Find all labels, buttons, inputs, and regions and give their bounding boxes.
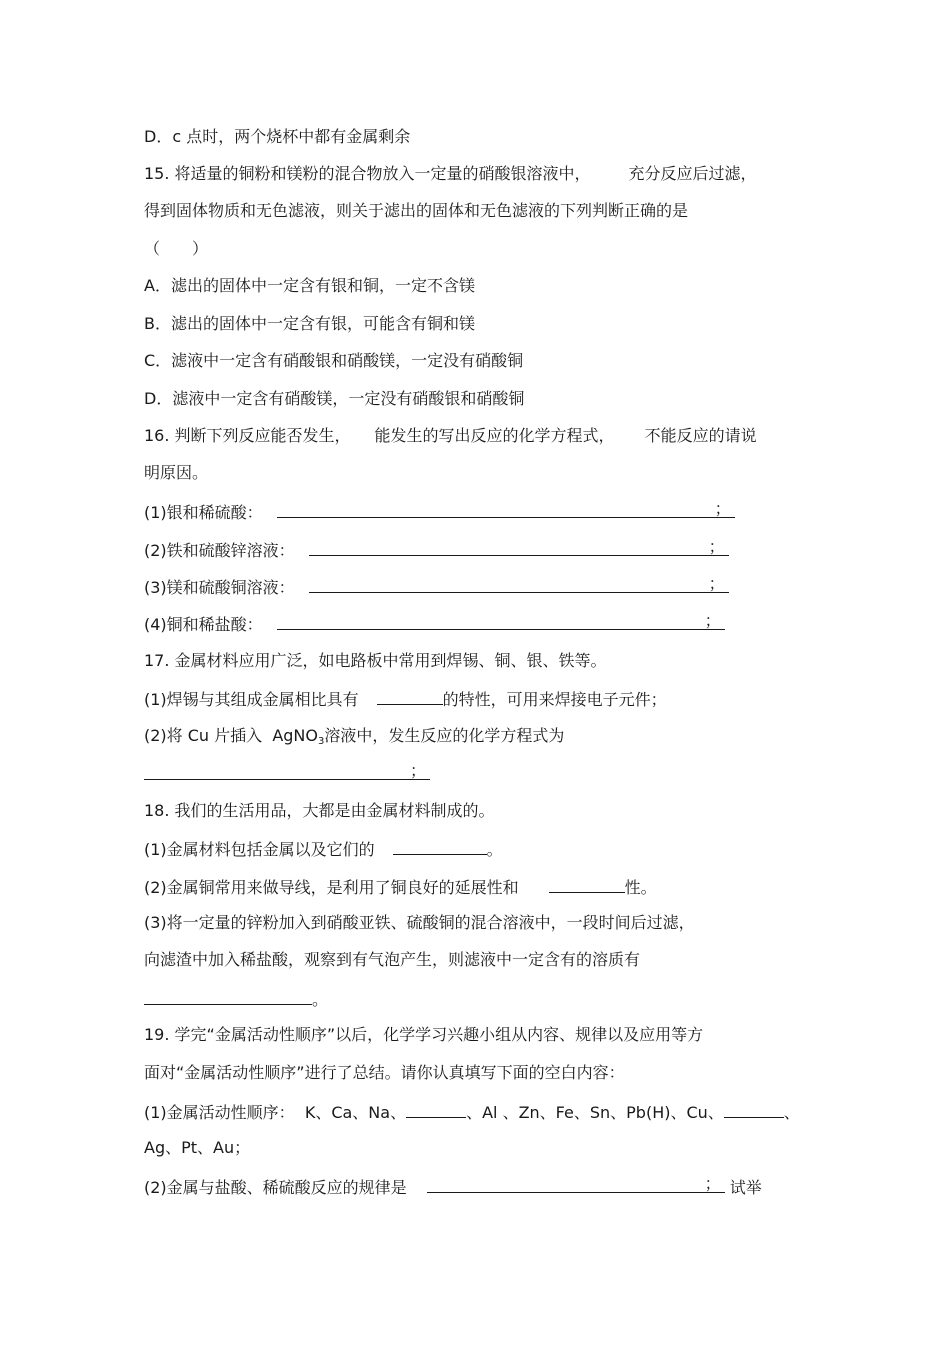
q16-item-2-label: (2)铁和硫酸锌溶液： xyxy=(144,541,295,560)
q17-part-2-end: ； xyxy=(409,761,426,780)
q17-part-1-blank[interactable] xyxy=(377,687,443,705)
q18-part-1-end: 。 xyxy=(486,840,503,859)
q16-item-1-end: ； xyxy=(714,499,731,518)
q16-stem-part-b: 能发生的写出反应的化学方程式， xyxy=(374,426,615,445)
q19-part-1-text-c: 、 xyxy=(783,1103,800,1122)
q16-item-4 xyxy=(144,612,725,634)
q17-part-2-subscript: 3 xyxy=(318,736,325,747)
q18-part-3-line2: 向滤渣中加入稀盐酸，观察到有气泡产生，则滤液中一定含有的溶质有 xyxy=(144,950,641,969)
q17-part-2 xyxy=(144,725,564,747)
q14-option-d: D．c 点时，两个烧杯中都有金属剩余 xyxy=(144,127,411,146)
q19-part-2-blank[interactable] xyxy=(427,1175,725,1193)
q19-part-1-line2: Ag、Pt、Au； xyxy=(144,1138,251,1157)
q16-item-3-end: ； xyxy=(708,574,725,593)
q16-item-2-end: ； xyxy=(708,537,725,556)
q16-item-2 xyxy=(144,538,729,560)
q19-part-2 xyxy=(144,1175,762,1197)
q18-part-2-text-a: (2)金属铜常用来做导线，是利用了铜良好的延展性和 xyxy=(144,878,519,897)
q15-answer-paren: （ ） xyxy=(144,239,209,258)
q17-part-1 xyxy=(144,687,667,709)
q19-part-2-text-b: 试举 xyxy=(724,1178,762,1197)
q16-item-3-answer-blank[interactable] xyxy=(309,575,729,593)
q15-option-d: D．滤液中一定含有硝酸镁，一定没有硝酸银和硝酸铜 xyxy=(144,389,525,408)
q16-item-3 xyxy=(144,575,729,597)
q18-stem: 18. 我们的生活用品，大都是由金属材料制成的。 xyxy=(144,801,495,820)
q17-part-1-text-b: 的特性，可用来焊接电子元件； xyxy=(442,690,667,709)
q17-part-2-text-b: 溶液中，发生反应的化学方程式为 xyxy=(324,726,565,745)
q15-option-c: C．滤液中一定含有硝酸银和硝酸镁，一定没有硝酸铜 xyxy=(144,351,524,370)
q18-part-3-line1: (3)将一定量的锌粉加入到硝酸亚铁、硫酸铜的混合溶液中，一段时间后过滤， xyxy=(144,913,695,932)
q16-item-4-label: (4)铜和稀盐酸： xyxy=(144,615,263,634)
q17-part-1-text-a: (1)焊锡与其组成金属相比具有 xyxy=(144,690,359,709)
q19-part-2-text-a: (2)金属与盐酸、稀硫酸反应的规律是 xyxy=(144,1178,407,1197)
q19-part-1-text-a: (1)金属活动性顺序： K、Ca、Na、 xyxy=(144,1103,407,1122)
q18-part-1 xyxy=(144,837,503,859)
q19-part-1-text-b: 、Al 、Zn、Fe、Sn、Pb(H)、Cu、 xyxy=(466,1103,724,1122)
q16-stem-part-a: 16. 判断下列反应能否发生， xyxy=(144,426,351,445)
q15-stem-part-a: 15. 将适量的铜粉和镁粉的混合物放入一定量的硝酸银溶液中， xyxy=(144,164,591,183)
q19-part-1-blank-1[interactable] xyxy=(406,1100,466,1118)
q16-stem-line2: 明原因。 xyxy=(144,463,209,482)
q16-item-1 xyxy=(144,500,735,522)
q19-part-1-blank-2[interactable] xyxy=(724,1100,784,1118)
q16-stem-part-c: 不能反应的请说 xyxy=(644,426,757,445)
q15-stem-line1 xyxy=(144,163,757,185)
q18-part-1-text: (1)金属材料包括金属以及它们的 xyxy=(144,840,375,859)
q19-part-2-end: ； xyxy=(704,1174,721,1193)
q16-item-4-answer-blank[interactable] xyxy=(277,612,725,630)
q19-stem-line1: 19. 学完“金属活动性顺序”以后，化学学习兴趣小组从内容、规律以及应用等方 xyxy=(144,1025,704,1044)
q16-item-1-label: (1)银和稀硫酸： xyxy=(144,503,263,522)
q15-stem-line2: 得到固体物质和无色滤液，则关于滤出的固体和无色滤液的下列判断正确的是 xyxy=(144,201,689,220)
q15-option-b: B．滤出的固体中一定含有银，可能含有铜和镁 xyxy=(144,314,475,333)
q17-part-2-answer xyxy=(144,762,430,784)
q18-part-2-blank[interactable] xyxy=(549,875,625,893)
q18-part-3-answer xyxy=(144,987,328,1009)
q18-part-3-blank[interactable] xyxy=(144,987,312,1005)
q18-part-2-text-b: 性。 xyxy=(624,878,657,897)
q19-part-1 xyxy=(144,1100,800,1122)
q17-part-2-text-a: (2)将 Cu 片插入 AgNO xyxy=(144,726,318,745)
q17-stem: 17. 金属材料应用广泛，如电路板中常用到焊锡、铜、银、铁等。 xyxy=(144,651,607,670)
q19-stem-line2: 面对“金属活动性顺序”进行了总结。请你认真填写下面的空白内容： xyxy=(144,1063,625,1082)
q18-part-1-blank[interactable] xyxy=(393,837,487,855)
q15-stem-part-b: 充分反应后过滤， xyxy=(628,164,757,183)
q16-stem-line1 xyxy=(144,425,757,447)
q16-item-3-label: (3)镁和硫酸铜溶液： xyxy=(144,578,295,597)
q16-item-2-answer-blank[interactable] xyxy=(309,538,729,556)
q17-part-2-blank[interactable] xyxy=(144,762,430,780)
q18-part-2 xyxy=(144,875,657,897)
q15-option-a: A．滤出的固体中一定含有银和铜，一定不含镁 xyxy=(144,276,475,295)
q16-item-4-end: ； xyxy=(704,611,721,630)
q16-item-1-answer-blank[interactable] xyxy=(277,500,735,518)
q18-part-3-end: 。 xyxy=(312,990,329,1009)
